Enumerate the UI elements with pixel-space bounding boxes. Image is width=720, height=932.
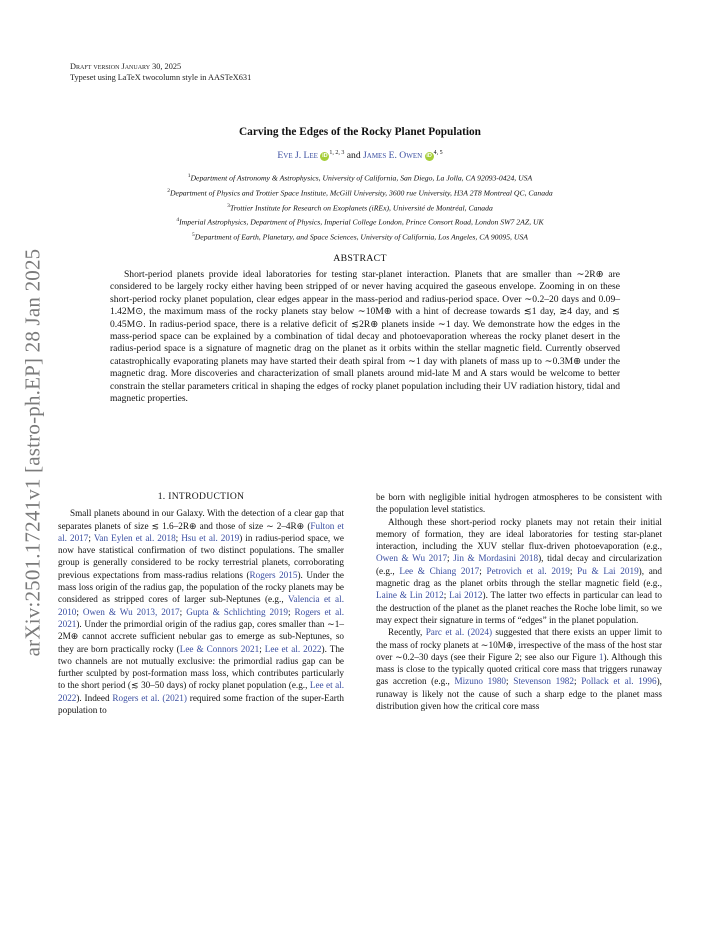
and-word: and bbox=[346, 150, 361, 162]
text-run: ). The latter two effects in particular can lead to the destruction of the planet as the planet reaches the Roche lobe limit, so we may expect their signature in terms of “edges” in the planet population. bbox=[376, 590, 662, 625]
text-run: ). The two channels are not mutually exclusive: the primordial radius gap can be further sculpted by post-formation mass loss, which contributes particularly to the short period (≲ 30–50 days) of rocky planet population (e.g., bbox=[58, 643, 345, 691]
affil-num: 4 bbox=[176, 217, 180, 224]
text-run: suggested that there exists an upper limit to the mass of rocky planets at ∼10M⊕, irrespective of the mass of the host star over ∼0.2–30 days (see their Figure 2; see also our Figure bbox=[376, 627, 662, 662]
text-run: Although these short-period rocky planets may not retain their initial memory of formation, they are ideal laboratories for testing star-planet interaction, including the XUV stellar flux-driven photoevaporation (e.g., bbox=[376, 516, 662, 552]
citation-link[interactable]: Hsu et al. 2019 bbox=[181, 532, 240, 543]
draft-line: Draft version January 30, 2025 bbox=[70, 62, 182, 71]
section-heading-introduction: 1. INTRODUCTION bbox=[157, 491, 245, 502]
citation-link[interactable]: Stevenson 1982 bbox=[513, 676, 574, 687]
citation-link[interactable]: Rogers et al. 2021 bbox=[58, 606, 344, 629]
citation-link[interactable]: Pollack et al. 1996 bbox=[581, 676, 657, 687]
citation-link[interactable]: Jin & Mordasini 2018 bbox=[453, 553, 539, 564]
text-run: ; bbox=[175, 532, 182, 543]
affiliation-4 bbox=[0, 214, 720, 229]
text-run: ; bbox=[506, 676, 514, 687]
text-run: ; bbox=[447, 553, 454, 564]
text-run: ), runaway is likely not the cause of such a sharp edge to the planet mass distribution given how the critical core mass bbox=[376, 676, 662, 712]
text-run: ; bbox=[569, 565, 578, 576]
author-1-link[interactable]: Eve J. Lee bbox=[277, 150, 318, 162]
affil-num: 5 bbox=[192, 232, 195, 239]
citation-link[interactable]: Rogers et al. (2021) bbox=[112, 692, 187, 703]
intro-paragraph-1 bbox=[58, 507, 344, 716]
text-run: ; bbox=[179, 606, 187, 617]
citation-link[interactable]: Valencia et al. 2010 bbox=[58, 594, 344, 617]
intro-paragraph-3 bbox=[376, 626, 662, 712]
orcid-icon[interactable]: iD bbox=[322, 153, 328, 160]
abstract-text: Short-period planets provide ideal laboratories for testing star-planet interaction. Planets that are smaller than ∼2R⊕ are considered to be largely rocky either having been stripped of or never having acquired the gaseous envelope. Zooming in on these short-period rocky planet population, clear edges appear in the mass-period and radius-period space. Over ∼0.2–20 days and 0.09–1.42M⊙, the maximum mass of the rocky planets stay below ∼10M⊕ with a hint of decrease towards ≲1 day, ≳4 day, and ≲ 0.45M⊙. In radius-period space, there is a relative deficit of ≲2R⊕ planets inside ∼1 day. We demonstrate how the edges in the mass-period space can be explained by a combination of tidal decay and photoevaporation whereas the rocky planet desert in the radius-period space is a signature of magnetic drag on the planet as it orbits within the stellar magnetic field. Currently observed catastrophically evaporating planets may have started their death spiral from ∼1 day with planets of mass up to ∼0.3M⊕ under the magnetic drag. More discoveries and characterization of small planets around mid-late M and A stars would be welcome to better constrain the stellar parameters critical in shaping the edges of rocky planet population including their UV radiation history, tidal and magnetic properties. bbox=[110, 269, 620, 405]
affil-num: 3 bbox=[227, 202, 230, 209]
text-run: Small planets abound in our Galaxy. With the detection of a clear gap that separates planets of size ≲ 1.6–2R⊕ and those of size ∼ 2–4R⊕ ( bbox=[58, 508, 344, 531]
page-header bbox=[70, 62, 251, 83]
text-run: ). Although this mass is close to the typically quoted critical core mass that triggers runaway gas accretion (e.g., bbox=[376, 651, 662, 687]
citation-link[interactable]: Rogers 2015 bbox=[249, 569, 298, 580]
text-run: ; bbox=[574, 676, 582, 687]
affiliation-list bbox=[0, 170, 720, 244]
text-run: ; bbox=[76, 606, 83, 617]
affil-text: Department of Earth, Planetary, and Space Sciences, University of California, Los Angeles, CA 90095, USA bbox=[194, 232, 528, 242]
citation-link[interactable]: Pu & Lai 2019 bbox=[577, 565, 639, 576]
citation-link[interactable]: Owen & Wu 2013, 2017 bbox=[82, 606, 180, 617]
figure-link[interactable]: 1 bbox=[598, 651, 604, 662]
citation-link[interactable]: Fulton et al. 2017 bbox=[58, 520, 344, 543]
citation-link[interactable]: Van Eylen et al. 2018 bbox=[93, 532, 176, 543]
affil-num: 2 bbox=[167, 187, 170, 194]
text-run: ; bbox=[259, 643, 265, 654]
affiliation-2 bbox=[0, 185, 720, 200]
text-run: ). Under the mass loss origin of the radius gap, the population of the rocky planets may be considered as stripped cores of larger sub-Neptunes (e.g., bbox=[58, 569, 345, 605]
citation-link[interactable]: Lai 2012 bbox=[449, 590, 483, 601]
citation-link[interactable]: Mizuno 1980 bbox=[454, 676, 507, 687]
citation-link[interactable]: Laine & Lin 2012 bbox=[376, 590, 444, 601]
citation-link[interactable]: Gupta & Schlichting 2019 bbox=[186, 606, 288, 617]
text-run: required some fraction of the super-Earth population to bbox=[58, 692, 344, 716]
author-2-affil-marks: 4, 5 bbox=[433, 150, 443, 156]
text-run: Recently, bbox=[388, 627, 426, 638]
text-run: ; bbox=[443, 590, 450, 601]
left-column bbox=[58, 491, 344, 716]
text-run: ) in radius-period space, we now have statistical confirmation of two distinct populations. The smaller group is generally considered to be rocky terrestrial planets, corroborating previous expectations from mass-radius relations ( bbox=[58, 532, 344, 580]
affil-text: Imperial Astrophysics, Department of Physics, Imperial College London, Prince Consort Road, London SW7 2AZ, UK bbox=[179, 217, 544, 227]
orcid-icon[interactable]: iD bbox=[426, 153, 432, 160]
affiliation-1 bbox=[0, 170, 720, 185]
author-list bbox=[0, 150, 720, 161]
author-1-affil-marks: 1, 2, 3 bbox=[329, 150, 345, 156]
abstract-heading: ABSTRACT bbox=[333, 253, 387, 264]
citation-link[interactable]: Lee et al. 2022 bbox=[58, 680, 344, 703]
citation-link[interactable]: Lee & Connors 2021 bbox=[179, 643, 260, 654]
intro-paragraph-1-continued: be born with negligible initial hydrogen atmospheres to be consistent with the population level statistics. bbox=[376, 492, 662, 515]
text-run: ). Under the primordial origin of the radius gap, cores smaller than ∼1–2M⊕ cannot accrete sufficient nebular gas to emerge as sub-Neptunes, so they are born practically rocky ( bbox=[58, 618, 344, 654]
arxiv-side-identifier bbox=[18, 232, 48, 672]
affil-text: Department of Astronomy & Astrophysics, University of California, San Diego, La Jolla, CA 92093-0424, USA bbox=[190, 173, 533, 183]
text-run: ; bbox=[88, 532, 94, 543]
text-run: ), tidal decay and circularization (e.g., bbox=[376, 553, 662, 576]
arxiv-id-text: arXiv:2501.17241v1 [astro-ph.EP] 28 Jan 2025 bbox=[20, 248, 45, 656]
author-2-link[interactable]: James E. Owen bbox=[363, 150, 423, 162]
paper-title: Carving the Edges of the Rocky Planet Population bbox=[239, 126, 481, 138]
citation-link[interactable]: Owen & Wu 2017 bbox=[376, 553, 448, 564]
affiliation-5 bbox=[0, 229, 720, 244]
affiliation-3 bbox=[0, 200, 720, 215]
affil-num: 1 bbox=[187, 173, 191, 179]
citation-link[interactable]: Lee et al. 2022 bbox=[264, 643, 322, 654]
right-column bbox=[376, 491, 662, 712]
text-run: ; bbox=[479, 565, 487, 576]
citation-link[interactable]: Parc et al. (2024) bbox=[425, 627, 493, 638]
citation-link[interactable]: Petrovich et al. 2019 bbox=[486, 565, 570, 576]
citation-link[interactable]: Lee & Chiang 2017 bbox=[399, 565, 480, 576]
text-run: ; bbox=[287, 606, 295, 617]
affil-text: Trottier Institute for Research on Exoplanets (iREx), Université de Montréal, Canada bbox=[229, 203, 493, 213]
text-run: ). Indeed bbox=[76, 692, 113, 703]
intro-paragraph-2 bbox=[376, 516, 662, 627]
typeset-line: Typeset using LaTeX twocolumn style in AASTeX631 bbox=[70, 72, 252, 82]
text-run: ), and magnetic drag as the planet orbits through the stellar magnetic field (e.g., bbox=[376, 565, 662, 589]
affil-text: Department of Physics and Trottier Space Institute, McGill University, 3600 rue University, H3A 2T8 Montreal QC, Canada bbox=[169, 188, 553, 198]
